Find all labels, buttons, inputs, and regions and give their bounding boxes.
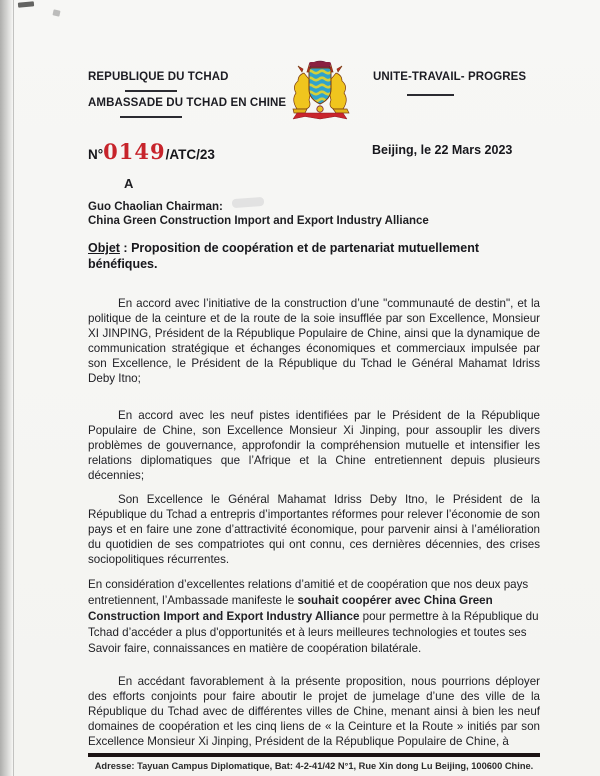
letterhead-divider [125,90,177,92]
footer-address: Adresse: Tayuan Campus Diplomatique, Bat: 4-2-41/42 N°1, Rue Xin dong Lu Beijing, 100600 Chine. [94,761,534,771]
paragraph-4-bold-alliance-name: souhait coopérer avec China Green Construction Import and Export Industry Alliance [88,594,493,623]
scan-artifact-mark [18,1,34,7]
scan-edge-shadow [0,0,14,776]
paragraph-4-text: En considération d’excellentes relations d’amitié et de coopération que nos deux pays entretiennent, l’Ambassade manifeste le [88,578,529,607]
subject-separator: : [119,241,132,255]
subject-text: Proposition de coopération et de partenariat mutuellement bénéfiques. [88,241,480,271]
reference-prefix: N° [88,147,104,162]
letterhead-motto: UNITE-TRAVAIL- PROGRES [373,71,527,83]
reference-number-stamp: 0149 [103,139,166,164]
letterhead-divider [120,116,182,118]
letterhead-embassy: AMBASSADE DU TCHAD EN CHINE [88,97,287,109]
recipient-salutation: A [124,176,134,191]
reference-line [88,139,215,164]
body-paragraph-3: Son Excellence le Général Mahamat Idriss Deby Itno, le Président de la République du Tchad a entrepris d’importantes réformes pour relever l’économie de son pays et en faire une zone d’attractivité économique, pour parvenir ainsi à l’amélioration du quotidien de ses compatriotes qui ont connu, ces dernières décennies, des crises sociopolitiques récurrentes. [88,493,540,566]
scan-artifact-mark [52,9,60,16]
recipient-organization: China Green Construction Import and Export Industry Alliance [88,215,429,227]
body-paragraph-2: En accord avec les neuf pistes identifiées par le Président de la République Populaire de Chine, son Excellence Monsieur Xi Jinping, pour assouplir les divers problèmes de gouvernance, approfondir la compréhension mutuelle et intensifier les relations diplomatiques que l’Afrique et la Chine entretiennent depuis plusieurs décennies; [88,409,540,482]
chad-coat-of-arms-icon [283,59,357,123]
body-paragraph-5: En accédant favorablement à la présente proposition, nous pourrions déployer des efforts conjoints pour faire aboutir le projet de jumelage d’une des ville de la République du Tchad avec de différentes villes de Chine, menant ainsi à bien les neuf domaines de coopération et les cinq liens de « la Ceinture et la Route » initiés par son Excellence Monsieur Xi Jinping, Président de la République Populaire de Chine, à [88,675,540,748]
body-paragraph-4 [88,577,540,657]
body-paragraph-1: En accord avec l’initiative de la construction d’une "communauté de destin", et la politique de la ceinture et de la route de la soie insufflée par son Excellence, Monsieur XI JINPING, Président de la République Populaire de Chine, ainsi que la dynamique de communication stratégique et échanges économiques et commerciaux impulsée par son Excellence, le Président de la République du Tchad le Général Mahamat Idriss Deby Itno; [88,297,540,385]
subject-label: Objet [88,241,120,255]
recipient-name: Guo Chaolian Chairman: [88,201,223,213]
letterhead-country: REPUBLIQUE DU TCHAD [88,71,229,83]
dateline: Beijing, le 22 Mars 2023 [372,143,513,157]
letterhead-divider [407,94,454,96]
scan-smudge [232,197,265,208]
footer-rule [88,753,540,757]
subject-line [88,241,512,272]
reference-suffix: /ATC/23 [165,147,215,162]
paragraph-4-text: pour permettre à la République du Tchad d’accéder a plus d'opportunités et à leurs meilleures technologies et toutes ses Savoir faire, connaissances en matière de coopération bilatérale. [88,610,539,655]
